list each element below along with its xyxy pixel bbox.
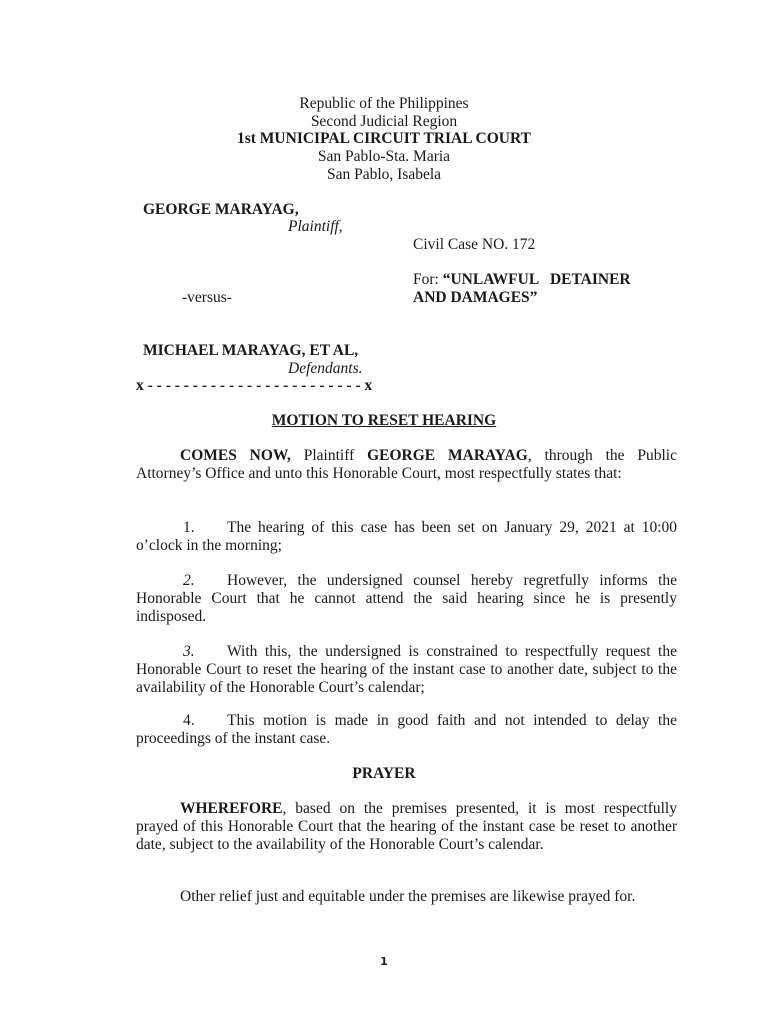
item-4: [136, 712, 677, 748]
case-number: Civil Case NO. 172: [413, 236, 536, 253]
case-nature-line1: [413, 271, 673, 289]
item-2-text: However, the undersigned counsel hereby regretfully informs the Honorable Court that he cannot attend the said hearing since he is presently indisposed.: [136, 572, 677, 625]
page-number: 1: [380, 955, 388, 968]
plaintiff-role: Plaintiff,: [288, 218, 343, 235]
caption-separator: x - - - - - - - - - - - - - - - - - - - - - - - - x: [136, 377, 373, 394]
header-region: Second Judicial Region: [310, 113, 458, 130]
header-municipality: San Pablo-Sta. Maria: [317, 148, 451, 165]
header-republic: Republic of the Philippines: [299, 95, 469, 112]
other-relief-paragraph: [136, 888, 677, 906]
for-label: For:: [413, 271, 439, 288]
other-relief-text: Other relief just and equitable under the premises are likewise prayed for.: [180, 888, 636, 905]
defendant-role: Defendants.: [288, 360, 363, 377]
intro-part2: , through the Public Attorney’s Office and unto this Honorable Court, most respectfully states that:: [136, 447, 677, 482]
item-4-text: This motion is made in good faith and not intended to delay the proceedings of the instant case.: [136, 712, 677, 747]
item-3-number: 3.: [183, 643, 195, 660]
item-1-text: The hearing of this case has been set on January 29, 2021 at 10:00 o’clock in the morning;: [136, 519, 677, 554]
intro-lead: COMES NOW,: [180, 447, 291, 464]
case-nature-title: “UNLAWFUL DETAINER: [442, 271, 631, 288]
prayer-paragraph: [136, 800, 677, 854]
item-2: [136, 572, 677, 626]
prayer-text: , based on the premises presented, it is most respectfully prayed of this Honorable Court that the hearing of the instant case be reset to another date, subject to the availability of the Honorable Court’s calendar.: [136, 800, 677, 853]
item-3-text: With this, the undersigned is constrained to respectfully request the Honorable Court to reset the hearing of the instant case to another date, subject to the availability of the Honorable Court’s calendar;: [136, 643, 677, 696]
intro-part1: Plaintiff: [290, 447, 368, 464]
intro-paragraph: [136, 447, 677, 483]
header-court: 1st MUNICIPAL CIRCUIT TRIAL COURT: [236, 130, 531, 147]
item-1-number: 1.: [183, 519, 195, 536]
intro-plaintiff: GEORGE MARAYAG: [367, 447, 528, 464]
item-1: [136, 519, 677, 555]
plaintiff-name: GEORGE MARAYAG,: [143, 201, 299, 218]
defendant-name: MICHAEL MARAYAG, ET AL,: [143, 342, 359, 359]
item-3: [136, 643, 677, 697]
case-nature-line2: AND DAMAGES”: [413, 289, 538, 306]
prayer-lead: WHEREFORE: [180, 800, 283, 817]
header-province: San Pablo, Isabela: [326, 166, 442, 183]
prayer-heading: PRAYER: [352, 765, 416, 782]
versus: -versus-: [182, 289, 232, 306]
document-title: MOTION TO RESET HEARING: [271, 412, 497, 429]
item-4-number: 4.: [183, 712, 195, 729]
item-2-number: 2.: [183, 572, 195, 589]
